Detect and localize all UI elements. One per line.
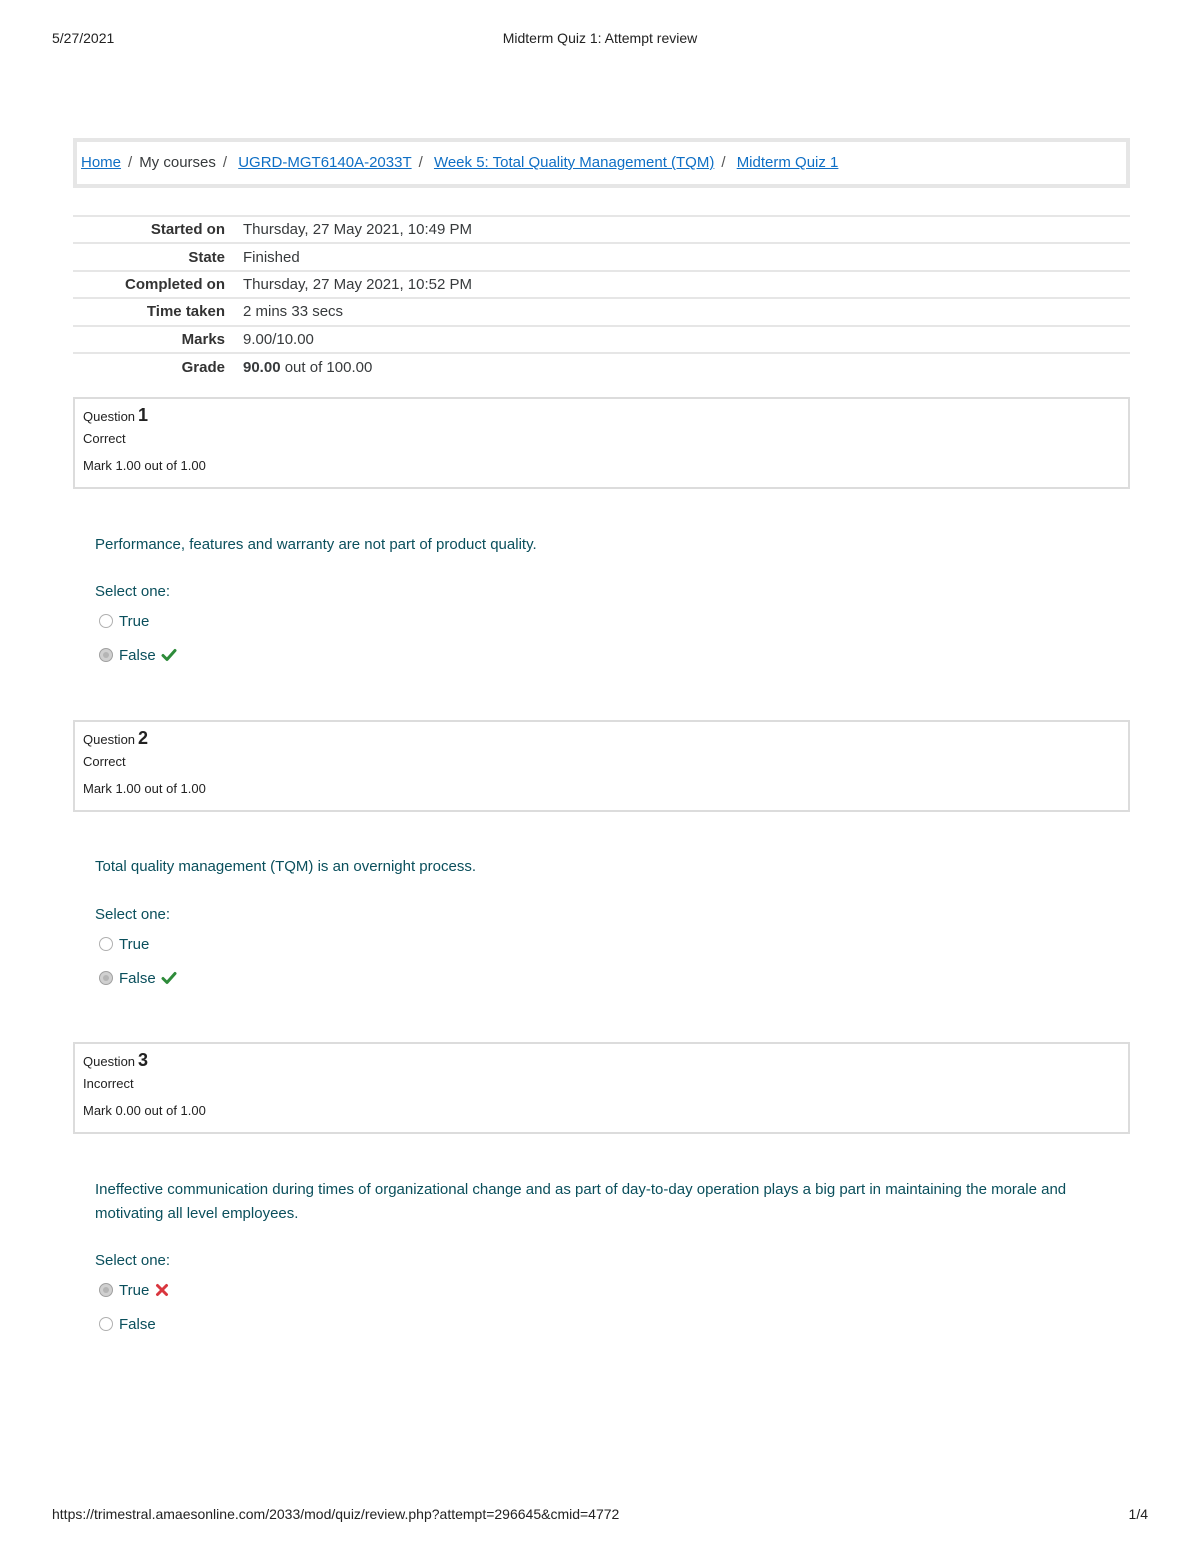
question-state: Correct [83,431,126,446]
started-on-value: Thursday, 27 May 2021, 10:49 PM [233,216,1130,243]
breadcrumb-separator: / [128,154,133,171]
question-2-option-false[interactable] [99,968,177,988]
breadcrumb [73,138,1130,188]
print-header [52,30,1148,50]
print-url: https://trimestral.amaesonline.com/2033/mod/quiz/review.php?attempt=296645&cmid=4772 [52,1506,620,1522]
grade-label: Grade [73,353,233,380]
summary-row-grade [73,353,1130,380]
question-number-value: 2 [138,728,149,748]
question-2-text: Total quality management (TQM) is an overnight process. [95,858,476,875]
question-state: Correct [83,754,126,769]
attempt-summary-table [73,215,1130,380]
print-title: Midterm Quiz 1: Attempt review [502,30,698,46]
breadcrumb-quiz-link[interactable]: Midterm Quiz 1 [736,154,839,171]
question-mark: Mark 0.00 out of 1.00 [83,1103,206,1118]
started-on-label: Started on [73,216,233,243]
breadcrumb-home-link[interactable]: Home [81,154,122,171]
state-value: Finished [233,243,1130,270]
question-number-value: 1 [138,405,149,425]
question-number [83,1050,1120,1071]
option-label: True [119,612,150,630]
completed-on-value: Thursday, 27 May 2021, 10:52 PM [233,271,1130,298]
breadcrumb-separator: / [721,154,726,171]
radio-checked[interactable] [99,1283,113,1297]
question-2-info [73,720,1130,812]
print-date: 5/27/2021 [52,30,115,46]
option-label: True [119,1281,150,1299]
question-1-text: Performance, features and warranty are not part of product quality. [95,536,537,553]
breadcrumb-my-courses: My courses [139,154,216,171]
question-1-select-prompt: Select one: [95,583,171,600]
time-taken-label: Time taken [73,298,233,325]
question-number [83,728,1120,749]
option-label: False [119,1315,156,1333]
question-2-select-prompt: Select one: [95,906,171,923]
question-number-value: 3 [138,1050,149,1070]
question-mark: Mark 1.00 out of 1.00 [83,781,206,796]
summary-row-time [73,298,1130,325]
question-2-option-true[interactable] [99,934,149,954]
breadcrumb-course-link[interactable]: UGRD-MGT6140A-2033T [238,154,412,171]
completed-on-label: Completed on [73,271,233,298]
marks-label: Marks [73,326,233,353]
summary-row-state [73,243,1130,270]
option-label: True [119,935,150,953]
question-1-option-false[interactable] [99,645,177,665]
radio-unchecked[interactable] [99,614,113,628]
print-page-number: 1/4 [1128,1506,1148,1522]
question-1-info [73,397,1130,489]
marks-value: 9.00/10.00 [233,326,1130,353]
question-label: Question [83,1054,136,1069]
question-label: Question [83,732,136,747]
breadcrumb-separator: / [222,154,228,171]
grade-suffix: out of 100.00 [284,358,373,376]
question-3-option-true[interactable] [99,1280,170,1300]
state-label: State [73,243,233,270]
cross-icon [154,1282,170,1298]
breadcrumb-separator: / [418,154,423,171]
grade-value-cell [233,353,1130,380]
print-footer [52,1506,1148,1526]
radio-unchecked[interactable] [99,937,113,951]
question-number [83,405,1120,426]
summary-row-marks [73,326,1130,353]
option-label: False [119,646,156,664]
radio-checked[interactable] [99,971,113,985]
summary-row-started [73,216,1130,243]
breadcrumb-week-link[interactable]: Week 5: Total Quality Management (TQM) [433,154,715,171]
question-3-text: Ineffective communication during times of organizational change and as part of day-to-day operation plays a big part in maintaining the morale and motivating all level employees. [95,1181,1067,1222]
question-3-option-false[interactable] [99,1314,156,1334]
checkmark-icon [161,647,177,663]
radio-unchecked[interactable] [99,1317,113,1331]
question-1-option-true[interactable] [99,611,149,631]
question-mark: Mark 1.00 out of 1.00 [83,458,206,473]
summary-row-completed [73,271,1130,298]
grade-value: 90.00 [243,358,281,376]
time-taken-value: 2 mins 33 secs [233,298,1130,325]
question-label: Question [83,409,136,424]
question-3-info [73,1042,1130,1134]
checkmark-icon [161,970,177,986]
radio-checked[interactable] [99,648,113,662]
question-state: Incorrect [83,1076,134,1091]
option-label: False [119,969,156,987]
question-3-select-prompt: Select one: [95,1252,171,1269]
